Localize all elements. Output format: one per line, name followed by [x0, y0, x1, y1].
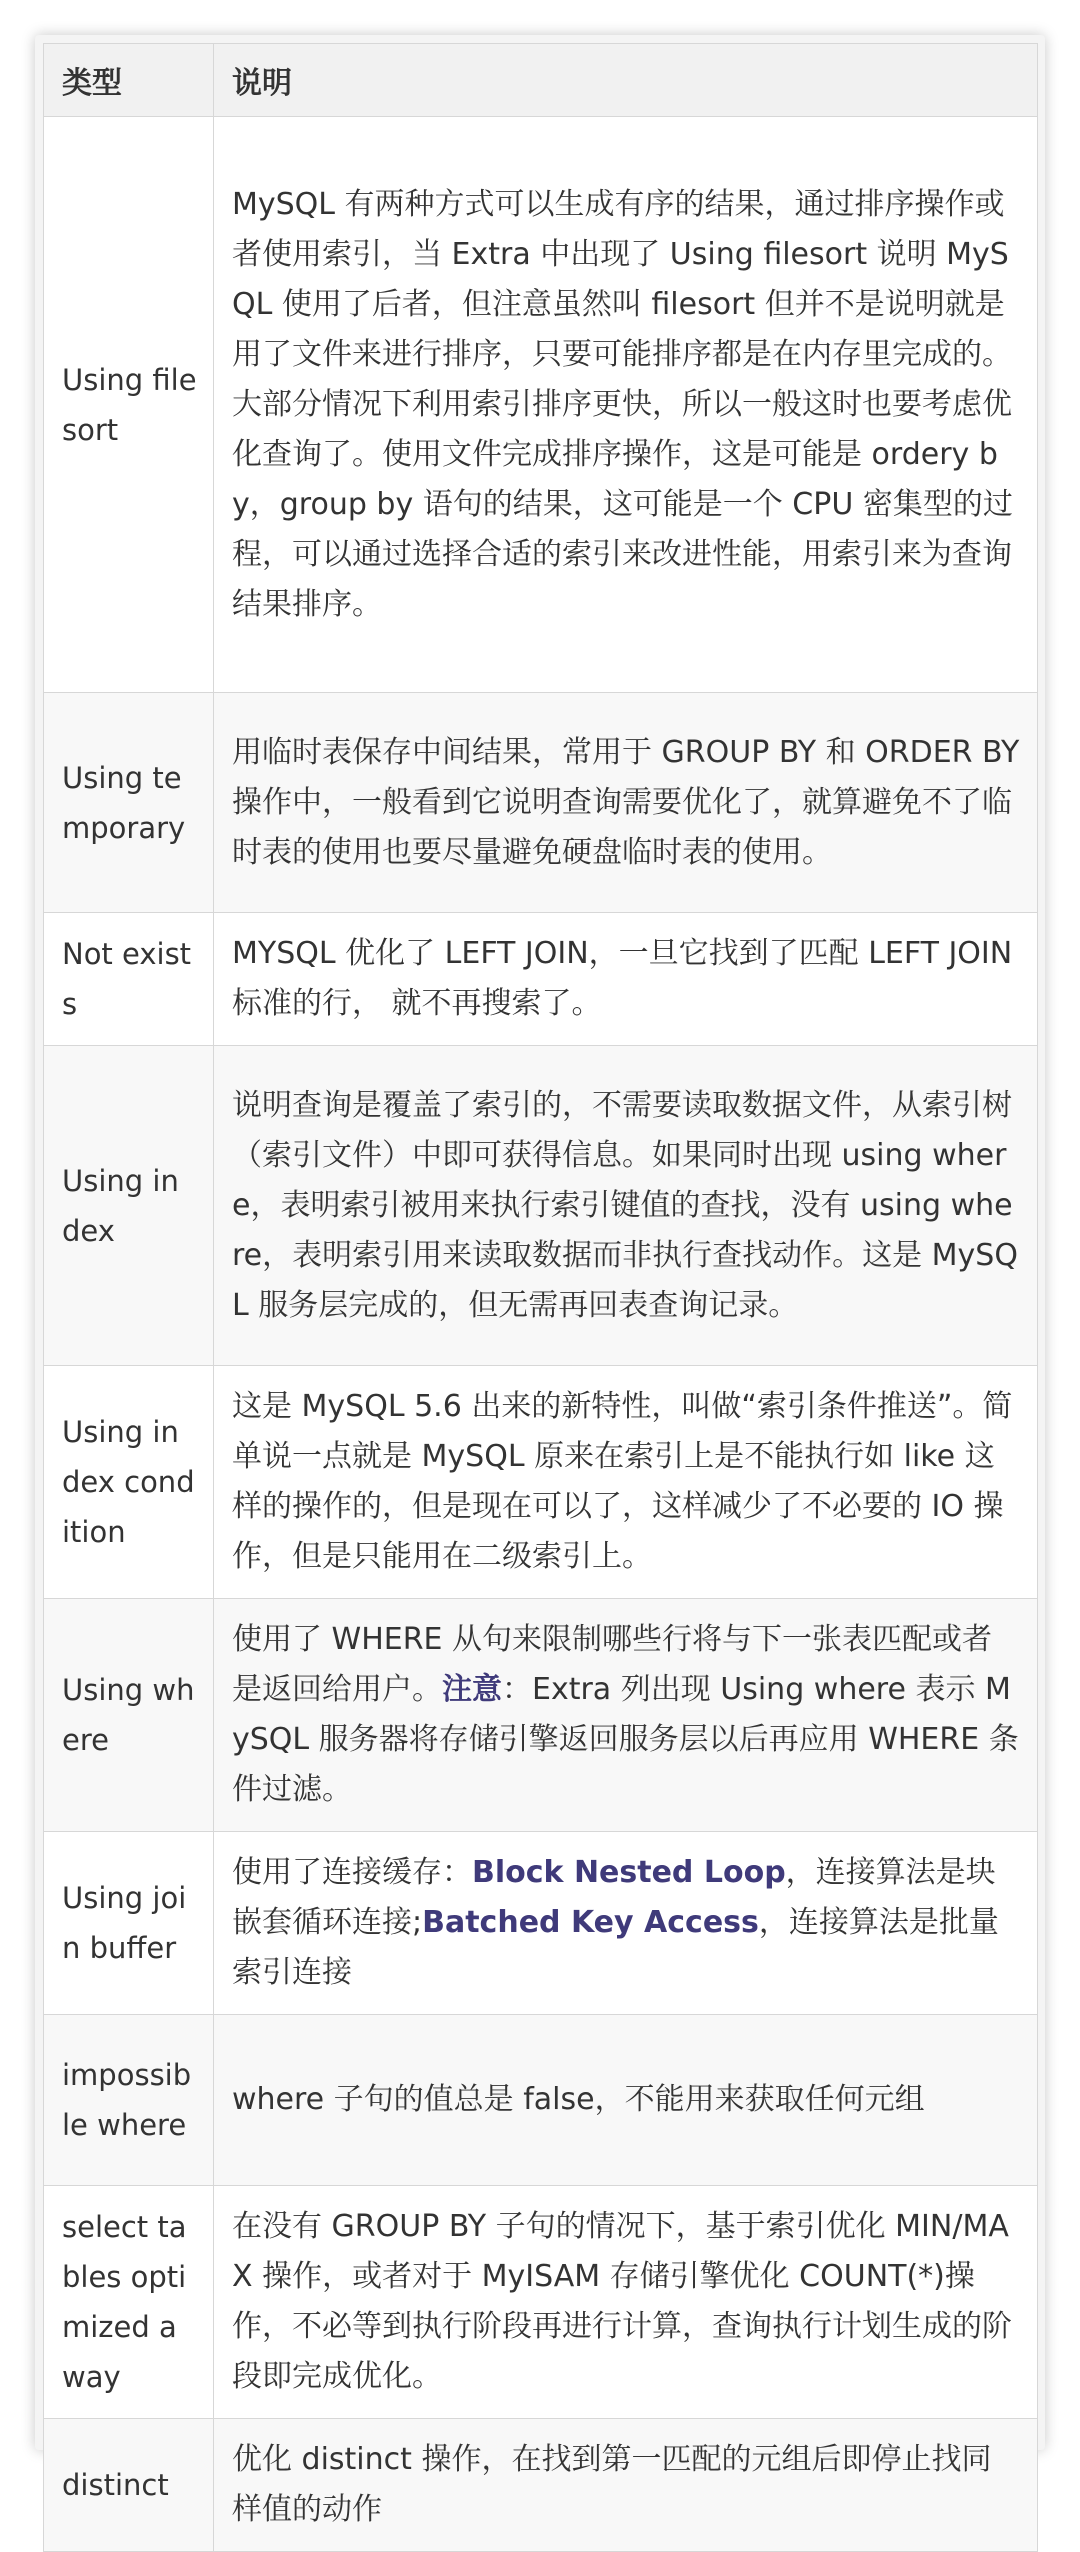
header-type: 类型	[44, 44, 214, 117]
row-type-impossible-where: impossible where	[44, 2015, 214, 2186]
table-row	[44, 1832, 1038, 2015]
row-desc-impossible-where	[214, 2015, 1038, 2186]
table-row	[44, 913, 1038, 1046]
desc-text: 用临时表保存中间结果，常用于 GROUP BY 和 ORDER BY 操作中，一般看到它说明查询需要优化了，就算避免不了临时表的使用也要尽量避免硬盘临时表的使用。	[232, 734, 1020, 870]
table-row	[44, 1366, 1038, 1599]
row-desc-using-index-condition	[214, 1366, 1038, 1599]
row-desc-using-index	[214, 1046, 1038, 1366]
batched-key-access-emphasis: Batched Key Access	[422, 1905, 759, 1940]
table-row	[44, 1599, 1038, 1832]
table-header-row	[44, 44, 1038, 117]
row-type-using-index: Using index	[44, 1046, 214, 1366]
row-type-using-filesort: Using filesort	[44, 117, 214, 693]
table-row	[44, 693, 1038, 913]
row-type-select-tables-optimized-away: select tables optimized away	[44, 2186, 214, 2419]
desc-text: 使用了 WHERE 从句来限制哪些行将与下一张表匹配或者是返回给用户。	[232, 1622, 993, 1707]
desc-text: ，连接算法是批量索引连接	[232, 1905, 999, 1990]
desc-text: 使用了连接缓存：	[232, 1855, 472, 1890]
row-desc-not-exists	[214, 913, 1038, 1046]
row-desc-select-tables-optimized-away	[214, 2186, 1038, 2419]
row-desc-using-temporary	[214, 693, 1038, 913]
desc-text: 在没有 GROUP BY 子句的情况下，基于索引优化 MIN/MAX 操作，或者对于 MyISAM 存储引擎优化 COUNT(*)操作，不必等到执行阶段再进行计算，查询执行计划生成的阶段即完成优化。	[232, 2209, 1012, 2394]
block-nested-loop-emphasis: Block Nested Loop	[472, 1855, 786, 1890]
table-card	[35, 35, 1045, 2527]
desc-text: 这是 MySQL 5.6 出来的新特性，叫做“索引条件推送”。简单说一点就是 MySQL 原来在索引上是不能执行如 like 这样的操作的，但是现在可以了，这样减少了不必要的 IO 操作，但是只能用在二级索引上。	[232, 1389, 1013, 1574]
row-type-using-index-condition: Using index condition	[44, 1366, 214, 1599]
row-type-using-join-buffer: Using join buffer	[44, 1832, 214, 2015]
row-desc-using-join-buffer	[214, 1832, 1038, 2015]
extra-info-table	[43, 43, 1038, 2552]
row-type-using-temporary: Using temporary	[44, 693, 214, 913]
desc-text: ，连接算法是块嵌套循环连接;	[232, 1855, 996, 1940]
desc-text: 优化 distinct 操作，在找到第一匹配的元组后即停止找同样值的动作	[232, 2442, 992, 2527]
row-desc-using-where	[214, 1599, 1038, 1832]
table-row	[44, 2186, 1038, 2419]
row-type-not-exists: Not exists	[44, 913, 214, 1046]
note-emphasis: 注意	[442, 1672, 502, 1707]
row-type-distinct: distinct	[44, 2419, 214, 2552]
table-row	[44, 2015, 1038, 2186]
desc-text: 说明查询是覆盖了索引的，不需要读取数据文件，从索引树（索引文件）中即可获得信息。如果同时出现 using where，表明索引被用来执行索引键值的查找，没有 using where，表明索引用来读取数据而非执行查找动作。这是 MySQL 服务层完成的，但无需再回表查询记录。	[232, 1087, 1018, 1323]
header-description: 说明	[214, 44, 1038, 117]
table-row	[44, 1046, 1038, 1366]
desc-text: where 子句的值总是 false，不能用来获取任何元组	[232, 2082, 925, 2117]
row-type-using-where: Using where	[44, 1599, 214, 1832]
desc-text: MYSQL 优化了 LEFT JOIN，一旦它找到了匹配 LEFT JOIN 标准的行， 就不再搜索了。	[232, 936, 1013, 1021]
table-row	[44, 2419, 1038, 2552]
row-desc-using-filesort	[214, 117, 1038, 693]
table-row	[44, 117, 1038, 693]
row-desc-distinct	[214, 2419, 1038, 2552]
desc-text: MySQL 有两种方式可以生成有序的结果，通过排序操作或者使用索引，当 Extra 中出现了 Using filesort 说明 MySQL 使用了后者，但注意虽然叫 filesort 但并不是说明就是用了文件来进行排序，只要可能排序都是在内存里完成的。大部分情况下利用索引排序更快，所以一般这时也要考虑优化查询了。使用文件完成排序操作，这是可能是 ordery by，group by 语句的结果，这可能是一个 CPU 密集型的过程，可以通过选择合适的索引来改进性能，用索引来为查询结果排序。	[232, 186, 1013, 622]
desc-text: ：Extra 列出现 Using where 表示 MySQL 服务器将存储引擎返回服务层以后再应用 WHERE 条件过滤。	[232, 1672, 1019, 1807]
